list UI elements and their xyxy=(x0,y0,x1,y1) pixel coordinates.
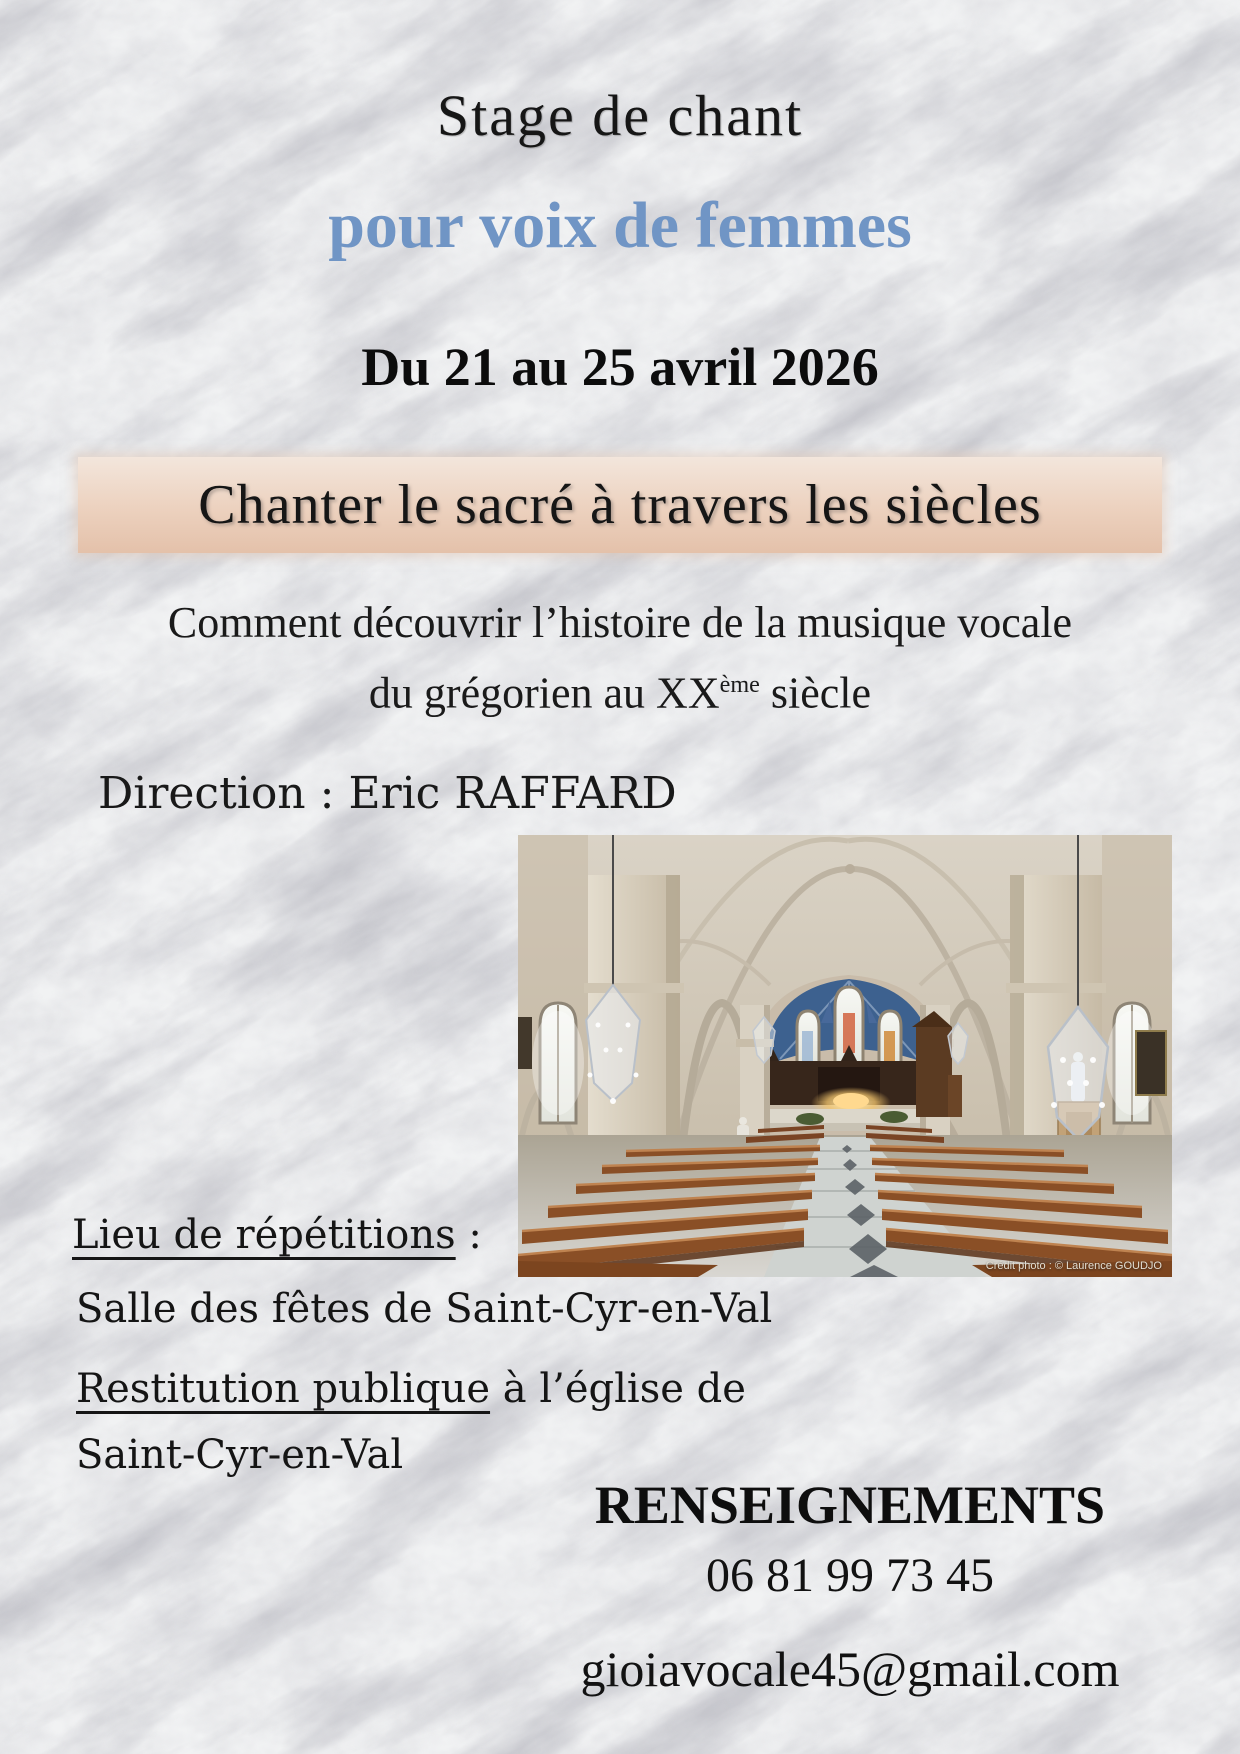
rehearsal-venue: Salle des fêtes de Saint-Cyr-en-Val xyxy=(76,1286,773,1332)
description-line2-suffix: siècle xyxy=(759,668,872,718)
contact-phone: 06 81 99 73 45 xyxy=(706,1549,994,1602)
page-subtitle: pour voix de femmes xyxy=(328,189,912,262)
rehearsal-heading-underlined: Lieu de répétitions xyxy=(72,1212,456,1258)
contact-heading: RENSEIGNEMENTS xyxy=(594,1475,1106,1535)
photo-credit: Crédit photo : © Laurence GOUDJO xyxy=(985,1260,1162,1272)
restitution-rest: à l’église de xyxy=(490,1366,746,1412)
theme-banner-text: Chanter le sacré à travers les siècles xyxy=(198,474,1042,536)
restitution-underlined: Restitution publique xyxy=(76,1366,491,1412)
theme-banner xyxy=(78,457,1162,553)
event-dates: Du 21 au 25 avril 2026 xyxy=(361,337,879,397)
rehearsal-heading xyxy=(72,1212,482,1258)
description-line1: Comment découvrir l’histoire de la musique vocale xyxy=(167,598,1073,647)
restitution-block xyxy=(76,1356,776,1488)
description xyxy=(0,592,1240,725)
church-interior-illustration xyxy=(518,835,1172,1277)
direction-line: Direction : Eric RAFFARD xyxy=(98,768,677,819)
restitution-line2: Saint-Cyr-en-Val xyxy=(76,1432,404,1478)
page-title: Stage de chant xyxy=(436,83,804,148)
contact-email: gioiavocale45@gmail.com xyxy=(580,1641,1120,1697)
description-line2-superscript: ème xyxy=(719,671,760,698)
description-line2 xyxy=(0,654,1240,725)
restitution-line1 xyxy=(76,1356,776,1422)
description-line2-prefix: du grégorien au XX xyxy=(368,668,720,718)
church-interior-photo xyxy=(518,835,1172,1277)
rehearsal-heading-colon: : xyxy=(455,1212,482,1258)
